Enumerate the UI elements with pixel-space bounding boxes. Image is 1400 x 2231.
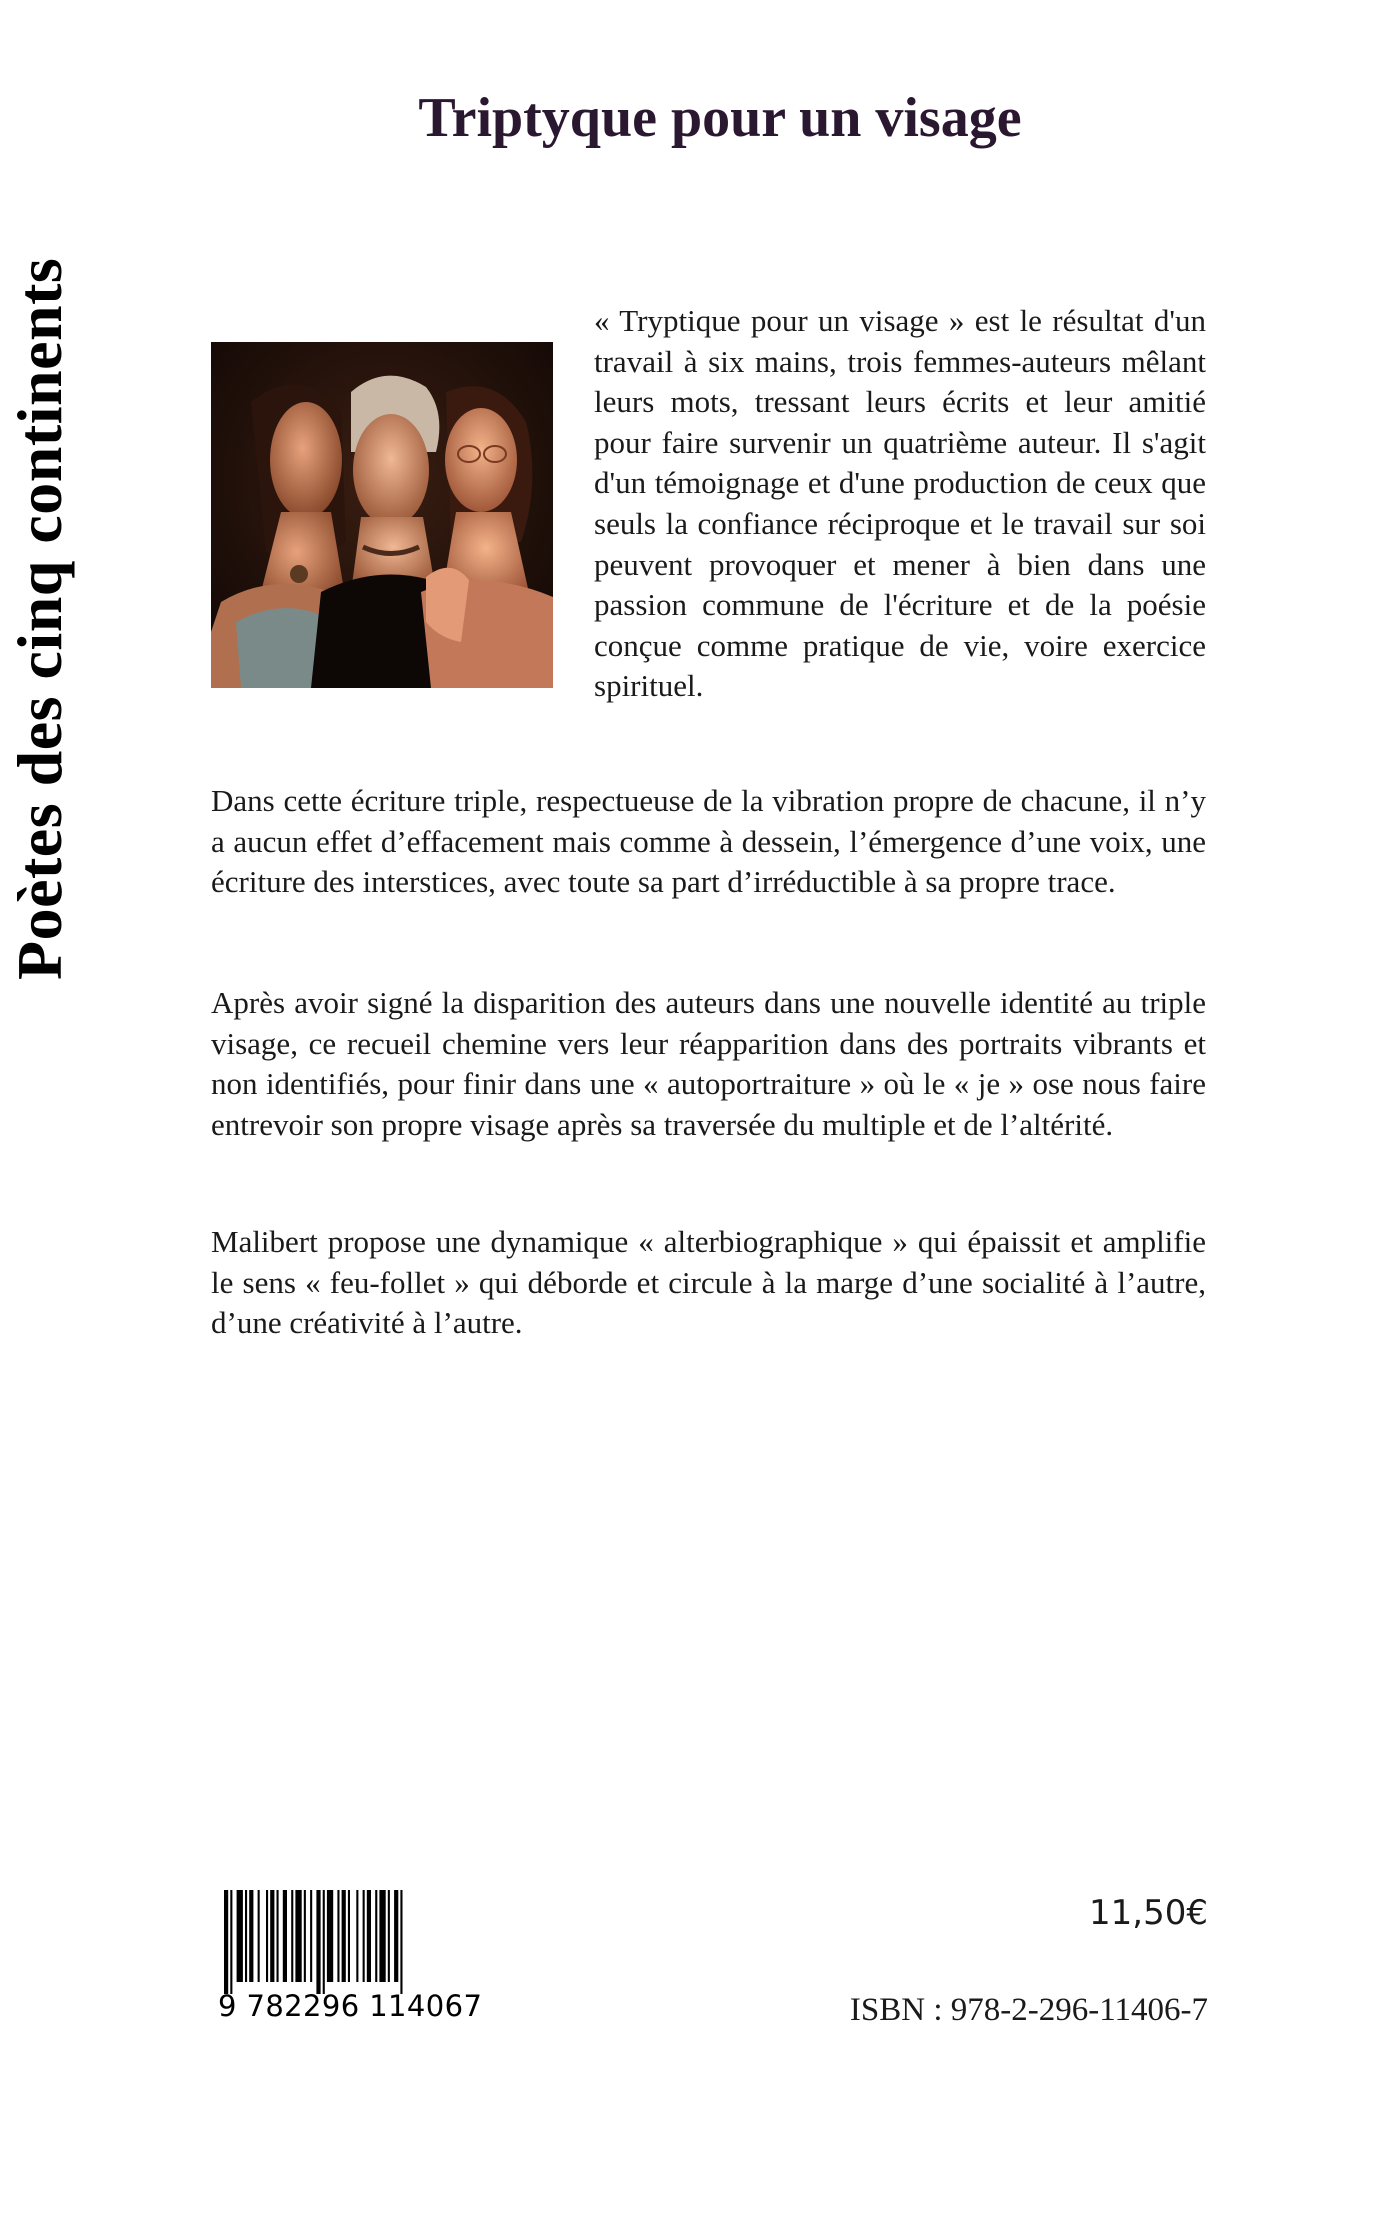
barcode-bar — [356, 1890, 358, 1982]
barcode-bar — [270, 1890, 274, 1982]
book-title: Triptyque pour un visage — [418, 87, 1022, 149]
barcode-bar — [295, 1890, 301, 1982]
body-paragraph-3: Malibert propose une dynamique « alterbiographique » qui épaissit et amplifie le sens « feu-follet » qui déborde et circule à la marge d’une socialité à l’autre, d’une créativité à l’autre. — [211, 1224, 1206, 1341]
barcode-digits: 9 782296 114067 — [218, 1989, 483, 2023]
barcode-bar — [367, 1890, 371, 1982]
barcode-bar — [327, 1890, 333, 1982]
barcode-bar — [348, 1890, 350, 1982]
barcode-bar — [363, 1890, 365, 1982]
barcode-bar — [291, 1890, 293, 1982]
barcode-bar — [245, 1890, 247, 1982]
barcode-bar — [394, 1890, 398, 1982]
barcode-bar — [379, 1890, 385, 1982]
barcode-bar — [323, 1890, 325, 1994]
barcode-bar — [337, 1890, 339, 1982]
barcode-bar — [316, 1890, 320, 1994]
barcode-bar — [283, 1890, 287, 1982]
body-paragraph-1: Dans cette écriture triple, respectueuse de la vibration propre de chacune, il n’y a aucun effet d’effacement mais comme à dessein, l’émergence d’une voix, une écriture des interstices, avec toute sa part d’irréductible à sa propre trace. — [211, 783, 1206, 900]
barcode-bar — [230, 1890, 232, 1994]
barcode-bar — [266, 1890, 268, 1982]
barcode-bar — [310, 1890, 312, 1982]
intro-paragraph: « Tryptique pour un visage » est le résultat d'un travail à six mains, trois femmes-auteurs mêlant leurs mots, tressant leurs écrits et leur amitié pour faire survenir un quatrième auteur. Il s'agit d'un témoignage et d'une production de ceux que seuls la confiance réciproque et le travail sur soi peuvent provoquer et mener à bien dans une passion commune de l'écriture et de la poésie conçue comme pratique de vie, voire exercice spirituel. — [594, 303, 1206, 704]
spine-series-title: Poètes des cinq continents — [4, 257, 75, 980]
body-paragraph-2: Après avoir signé la disparition des auteurs dans une nouvelle identité au triple visage, ce recueil chemine vers leur réapparition dans des portraits vibrants et non identifiés, pour finir dans une « autoportraiture » où le « je » ose nous faire entrevoir son propre visage après sa traversée du multiple et de l’altérité. — [211, 985, 1206, 1142]
barcode-bar — [342, 1890, 346, 1982]
barcode-bar — [237, 1890, 243, 1982]
barcode-bar — [375, 1890, 377, 1982]
isbn: ISBN : 978-2-296-11406-7 — [849, 1992, 1208, 2028]
barcode — [218, 1890, 500, 2025]
barcode-bar — [224, 1890, 228, 1994]
authors-photo — [211, 342, 553, 688]
barcode-bar — [388, 1890, 390, 1982]
price: 11,50€ — [1089, 1893, 1208, 1933]
barcode-bar — [304, 1890, 306, 1982]
barcode-bars — [224, 1890, 496, 1994]
barcode-bar — [258, 1890, 260, 1982]
barcode-bar — [277, 1890, 279, 1982]
barcode-bar — [249, 1890, 253, 1982]
barcode-bar — [400, 1890, 402, 1994]
